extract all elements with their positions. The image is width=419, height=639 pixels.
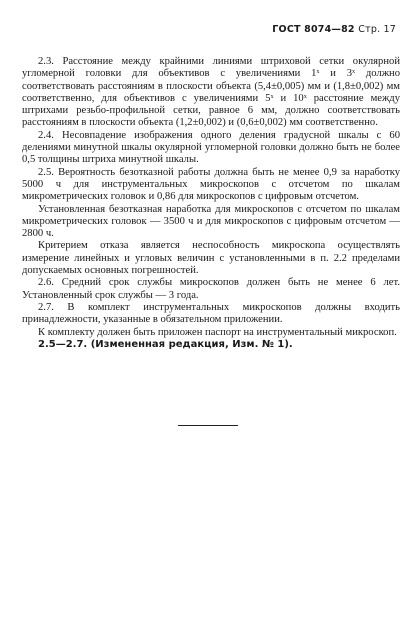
paragraph-2-5: 2.5. Вероятность безотказной работы должна быть не менее 0,9 за наработку 5000 ч для инструментальных микроскопов с отсчетом по шкалам микрометрических головок и 0,86 для микроскопов с цифровым отсчетом.	[22, 166, 400, 203]
page-number: Стр. 17	[358, 24, 396, 35]
amendment-note: 2.5—2.7. (Измененная редакция, Изм. № 1).	[38, 338, 293, 350]
paragraph-2-5-failure-criterion: Критерием отказа является неспособность микроскопа осуществлять измерение линейных и угловых величин с установленными в п. 2.2 пределами допускаемых основных погрешностей.	[22, 240, 400, 277]
page-header	[272, 24, 396, 35]
paragraph-2-4: 2.4. Несовпадение изображения одного деления градусной шкалы с 60 делениями минутной шкалы окулярной угломерной головки должно быть не более 0,5 толщины штриха минутной шкалы.	[22, 129, 400, 166]
paragraph-2-5-mtbf: Установленная безотказная наработка для микроскопов с отсчетом по шкалам микрометрических головок — 3500 ч и для микроскопов с цифровым отсчетом — 2800 ч.	[22, 203, 400, 240]
standard-number: ГОСТ 8074—82	[272, 24, 355, 35]
paragraph-2-7-passport: К комплекту должен быть приложен паспорт на инструментальный микроскоп.	[38, 326, 397, 338]
section-divider	[178, 425, 238, 426]
paragraph-2-7: 2.7. В комплект инструментальных микроскопов должны входить принадлежности, указанные в обязательном приложении.	[22, 301, 400, 326]
paragraph-2-3: 2.3. Расстояние между крайними линиями штриховой сетки окулярной угломерной головки для объективов с увеличениями 1ˣ и 3ˣ должно соответствовать расстояниям в плоскости объекта (5,4±0,005) мм и (1,8±0,002) мм соответственно, для объективов с увеличениями 5ˣ и 10ˣ расстояние между штрихами резьбо-профильной сетки, равное 6 мм, должно соответствовать расстояниям в плоскости объекта (1,2±0,002) и (0,6±0,002) мм соответственно.	[22, 56, 400, 129]
document-body	[22, 56, 400, 351]
paragraph-2-6: 2.6. Средний срок службы микроскопов должен быть не менее 6 лет. Установленный срок службы — 3 года.	[22, 277, 400, 301]
